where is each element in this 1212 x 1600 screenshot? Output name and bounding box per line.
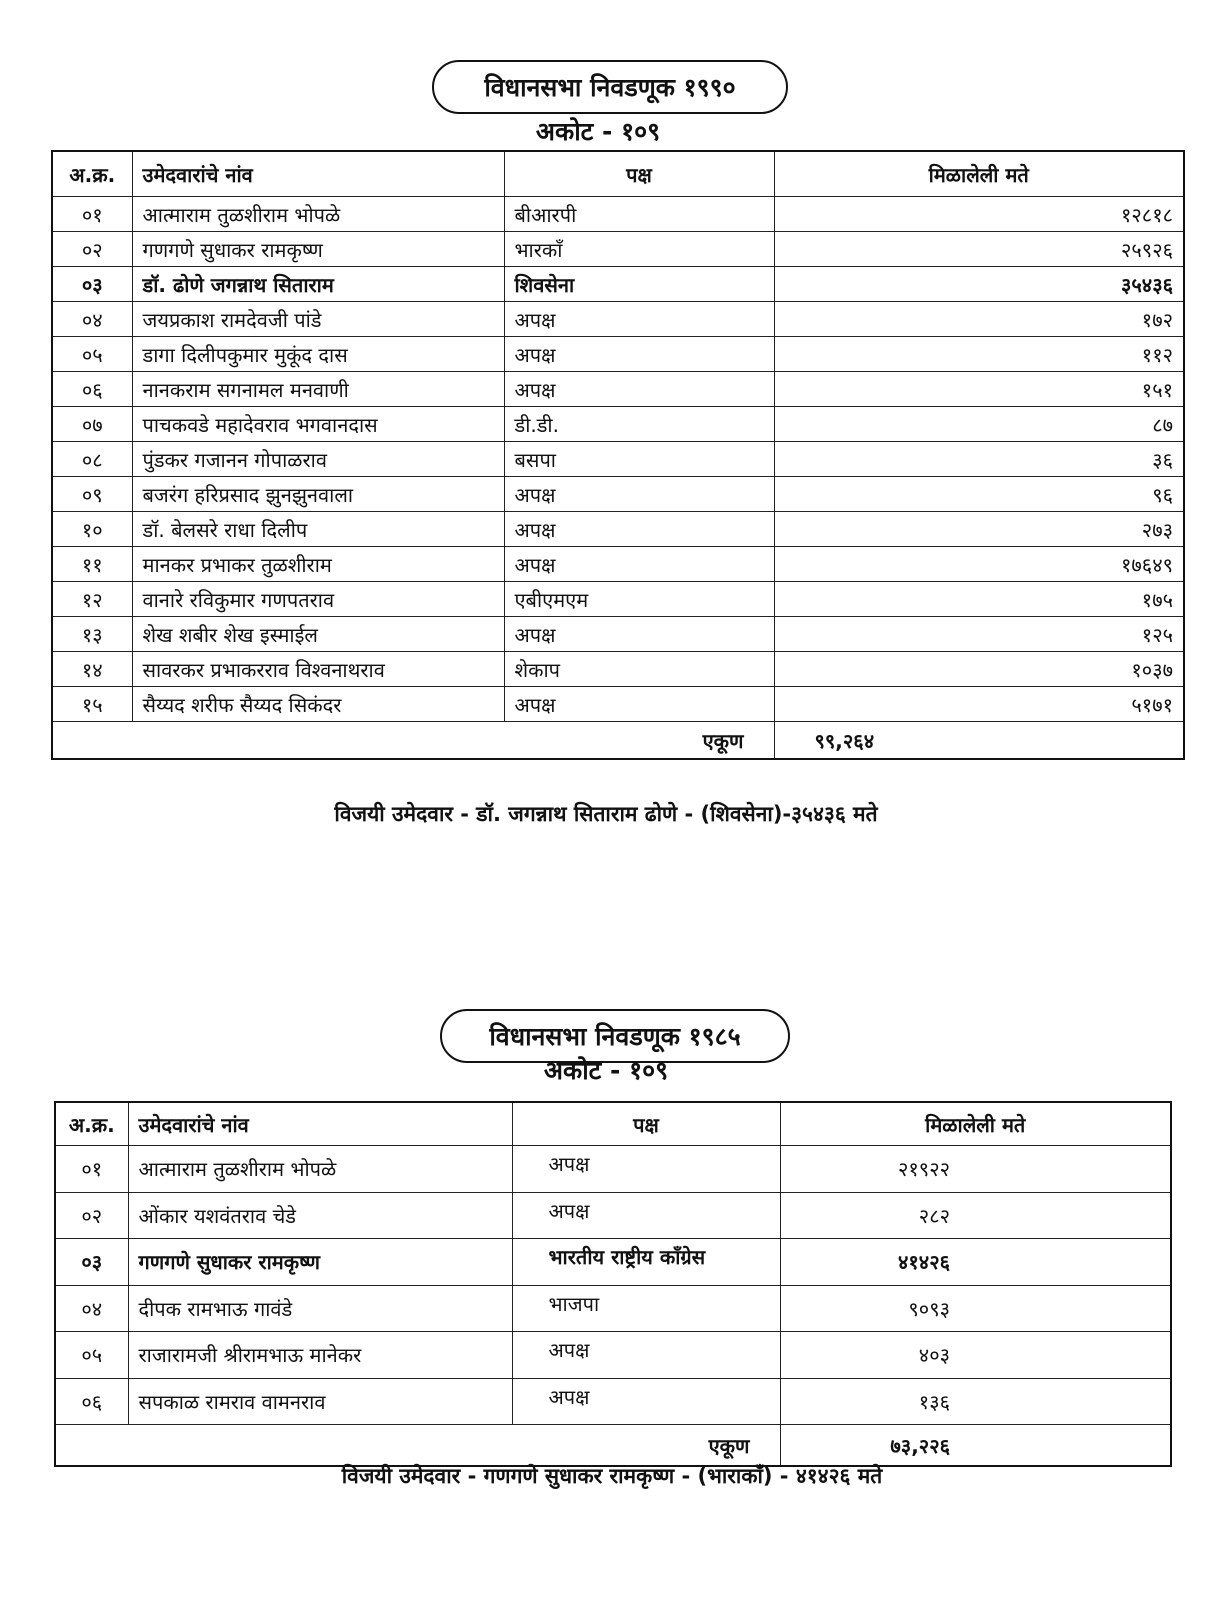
serial-cell: ०२ (55, 1192, 128, 1239)
serial-cell: ०२ (52, 232, 132, 267)
winner-line-1985: विजयी उमेदवार - गणगणे सुधाकर रामकृष्ण - (भाराकाँ) - ४१४२६ मते (341, 1464, 883, 1488)
candidate-name-cell: शेख शबीर शेख इस्माईल (132, 617, 504, 652)
constituency-label-1990: अकोट - १०९ (535, 117, 661, 146)
party-cell: अपक्ष (504, 477, 774, 512)
serial-cell: ०१ (52, 197, 132, 232)
candidate-name-cell: ओंकार यशवंतराव चेडे (128, 1192, 512, 1239)
party-cell: अपक्ष (512, 1332, 780, 1379)
header-votes: मिळालेली मते (774, 151, 1184, 197)
votes-cell: ३६ (774, 442, 1184, 477)
candidate-name-cell: सपकाळ रामराव वामनराव (128, 1378, 512, 1425)
votes-cell: १७६४९ (774, 547, 1184, 582)
serial-cell: ०४ (52, 302, 132, 337)
table-row (52, 337, 1184, 372)
table-row (52, 687, 1184, 722)
winner-line-1990: विजयी उमेदवार - डॉ. जगन्नाथ सिताराम ढोणे - (शिवसेना)-३५४३६ मते (334, 802, 878, 826)
candidate-name-cell: जयप्रकाश रामदेवजी पांडे (132, 302, 504, 337)
party-cell: अपक्ष (504, 372, 774, 407)
candidate-name-cell: पाचकवडे महादेवराव भगवानदास (132, 407, 504, 442)
candidate-name-cell: आत्माराम तुळशीराम भोपळे (132, 197, 504, 232)
candidate-name-cell: नानकराम सगनामल मनवाणी (132, 372, 504, 407)
header-party: पक्ष (512, 1102, 780, 1146)
party-cell: बीआरपी (504, 197, 774, 232)
total-row (52, 722, 1184, 760)
votes-cell: २१९२२ (780, 1146, 1171, 1193)
table-row (55, 1378, 1171, 1425)
votes-cell: ५१७१ (774, 687, 1184, 722)
party-cell: डी.डी. (504, 407, 774, 442)
party-cell: भारतीय राष्ट्रीय कॉंग्रेस (512, 1239, 780, 1286)
total-votes: ९९,२६४ (774, 722, 1184, 760)
votes-cell: १७५ (774, 582, 1184, 617)
serial-cell: १५ (52, 687, 132, 722)
candidate-name-cell: दीपक रामभाऊ गावंडे (128, 1285, 512, 1332)
party-cell: शिवसेना (504, 267, 774, 302)
total-votes: ७३,२२६ (780, 1425, 1171, 1467)
votes-cell: १३६ (780, 1378, 1171, 1425)
serial-cell: १४ (52, 652, 132, 687)
party-cell: एबीएमएम (504, 582, 774, 617)
party-cell: भाजपा (512, 1285, 780, 1332)
party-cell: शेकाप (504, 652, 774, 687)
serial-cell: ०८ (52, 442, 132, 477)
header-candidate-name: उमेदवारांचे नांव (128, 1102, 512, 1146)
table-row (55, 1285, 1171, 1332)
votes-cell: ११२ (774, 337, 1184, 372)
table-row-winner (55, 1239, 1171, 1286)
table-row (52, 302, 1184, 337)
table-row (52, 547, 1184, 582)
candidate-name-cell: पुंडकर गजानन गोपाळराव (132, 442, 504, 477)
party-cell: अपक्ष (504, 337, 774, 372)
table-header-row (52, 151, 1184, 197)
serial-cell: ०९ (52, 477, 132, 512)
votes-cell: ३५४३६ (774, 267, 1184, 302)
table-header-row (55, 1102, 1171, 1146)
section-title-1985: विधानसभा निवडणूक १९८५ (440, 1009, 790, 1063)
serial-cell: ११ (52, 547, 132, 582)
serial-cell: ०४ (55, 1285, 128, 1332)
party-cell: अपक्ष (512, 1192, 780, 1239)
votes-cell: २७३ (774, 512, 1184, 547)
results-table-1985 (54, 1101, 1172, 1467)
candidate-name-cell: गणगणे सुधाकर रामकृष्ण (132, 232, 504, 267)
votes-cell: ४०३ (780, 1332, 1171, 1379)
party-cell: अपक्ष (512, 1146, 780, 1193)
constituency-label-1985: अकोट - १०९ (543, 1056, 669, 1085)
party-cell: भारकाँ (504, 232, 774, 267)
candidate-name-cell: वानारे रविकुमार गणपतराव (132, 582, 504, 617)
header-votes: मिळालेली मते (780, 1102, 1171, 1146)
serial-cell: १३ (52, 617, 132, 652)
table-row (52, 442, 1184, 477)
candidate-name-cell: गणगणे सुधाकर रामकृष्ण (128, 1239, 512, 1286)
table-row-winner (52, 267, 1184, 302)
table-row (55, 1192, 1171, 1239)
votes-cell: ८७ (774, 407, 1184, 442)
party-cell: अपक्ष (504, 617, 774, 652)
serial-cell: ०३ (52, 267, 132, 302)
party-cell: अपक्ष (512, 1378, 780, 1425)
total-row (55, 1425, 1171, 1467)
candidate-name-cell: सैय्यद शरीफ सैय्यद सिकंदर (132, 687, 504, 722)
serial-cell: १२ (52, 582, 132, 617)
results-table-1990 (51, 150, 1185, 760)
party-cell: अपक्ष (504, 512, 774, 547)
section-title-1990: विधानसभा निवडणूक १९९० (432, 60, 788, 114)
candidate-name-cell: सावरकर प्रभाकरराव विश्वनाथराव (132, 652, 504, 687)
candidate-name-cell: डॉ. ढोणे जगन्नाथ सिताराम (132, 267, 504, 302)
party-cell: अपक्ष (504, 547, 774, 582)
total-label: एकूण (52, 722, 774, 760)
table-row (52, 582, 1184, 617)
table-row (52, 407, 1184, 442)
candidate-name-cell: आत्माराम तुळशीराम भोपळे (128, 1146, 512, 1193)
header-candidate-name: उमेदवारांचे नांव (132, 151, 504, 197)
header-serial: अ.क्र. (52, 151, 132, 197)
party-cell: अपक्ष (504, 302, 774, 337)
votes-cell: १२५ (774, 617, 1184, 652)
votes-cell: ९०९३ (780, 1285, 1171, 1332)
votes-cell: १२८१८ (774, 197, 1184, 232)
candidate-name-cell: डॉ. बेलसरे राधा दिलीप (132, 512, 504, 547)
table-row (52, 512, 1184, 547)
table-row (52, 232, 1184, 267)
serial-cell: १० (52, 512, 132, 547)
table-row (55, 1332, 1171, 1379)
votes-cell: १५१ (774, 372, 1184, 407)
serial-cell: ०६ (52, 372, 132, 407)
header-serial: अ.क्र. (55, 1102, 128, 1146)
candidate-name-cell: डागा दिलीपकुमार मुकूंद दास (132, 337, 504, 372)
serial-cell: ०३ (55, 1239, 128, 1286)
votes-cell: २८२ (780, 1192, 1171, 1239)
table-row (52, 372, 1184, 407)
serial-cell: ०१ (55, 1146, 128, 1193)
votes-cell: ९६ (774, 477, 1184, 512)
table-row (52, 652, 1184, 687)
candidate-name-cell: राजारामजी श्रीरामभाऊ मानेकर (128, 1332, 512, 1379)
serial-cell: ०५ (55, 1332, 128, 1379)
party-cell: अपक्ष (504, 687, 774, 722)
table-row (52, 617, 1184, 652)
votes-cell: १७२ (774, 302, 1184, 337)
party-cell: बसपा (504, 442, 774, 477)
serial-cell: ०५ (52, 337, 132, 372)
votes-cell: २५९२६ (774, 232, 1184, 267)
votes-cell: १०३७ (774, 652, 1184, 687)
header-party: पक्ष (504, 151, 774, 197)
table-row (52, 197, 1184, 232)
votes-cell: ४१४२६ (780, 1239, 1171, 1286)
candidate-name-cell: बजरंग हरिप्रसाद झुनझुनवाला (132, 477, 504, 512)
serial-cell: ०७ (52, 407, 132, 442)
serial-cell: ०६ (55, 1378, 128, 1425)
table-row (52, 477, 1184, 512)
table-row (55, 1146, 1171, 1193)
total-label: एकूण (55, 1425, 780, 1467)
candidate-name-cell: मानकर प्रभाकर तुळशीराम (132, 547, 504, 582)
